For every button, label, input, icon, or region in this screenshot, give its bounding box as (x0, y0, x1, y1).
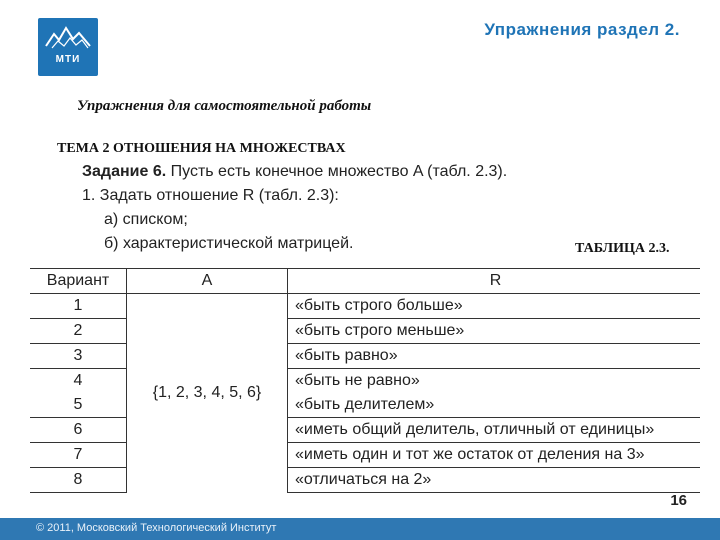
variant-cell: 5 (30, 393, 127, 418)
mountains-icon (44, 24, 92, 50)
relation-cell: «быть делителем» (288, 393, 701, 418)
task-statement (82, 163, 507, 181)
task-item-b: б) характеристической матрицей. (104, 235, 354, 252)
variants-table (30, 268, 700, 493)
logo (38, 18, 98, 76)
footer-copyright: © 2011, Московский Технологический Институт (36, 522, 277, 534)
subtitle: Упражнения для самостоятельной работы (77, 98, 372, 114)
footer-bar (0, 518, 720, 540)
task-label: Задание 6. (82, 163, 167, 180)
relation-cell: «иметь общий делитель, отличный от единицы» (288, 418, 701, 443)
task-item-a: а) списком; (104, 211, 188, 228)
variant-cell: 2 (30, 319, 127, 344)
slide-title: Упражнения раздел 2. (484, 20, 680, 39)
header-a: A (127, 269, 288, 294)
set-a-cell: {1, 2, 3, 4, 5, 6} (127, 294, 288, 493)
variant-cell: 3 (30, 344, 127, 369)
theme-heading: ТЕМА 2 ОТНОШЕНИЯ НА МНОЖЕСТВАХ (57, 141, 346, 156)
logo-text: МТИ (55, 54, 81, 65)
header-r: R (288, 269, 701, 294)
variant-cell: 6 (30, 418, 127, 443)
task-item-1: 1. Задать отношение R (табл. 2.3): (82, 187, 339, 204)
relation-cell: «быть равно» (288, 344, 701, 369)
variant-cell: 7 (30, 443, 127, 468)
relation-cell: «быть не равно» (295, 372, 420, 389)
variant-cell: 8 (30, 468, 127, 493)
task-text: Пусть есть конечное множество A (табл. 2.3). (170, 163, 508, 180)
table-header-row (30, 269, 700, 294)
header-variant: Вариант (30, 269, 127, 294)
relation-cell: «быть строго меньше» (288, 319, 701, 344)
relation-cell: «отличаться на 2» (288, 468, 701, 493)
page-number: 16 (670, 492, 687, 509)
relation-cell: «иметь один и тот же остаток от деления на 3» (288, 443, 701, 468)
variant-cell: 1 (30, 294, 127, 319)
relation-cell: «быть строго больше» (288, 294, 701, 319)
variant-cell: 4 (73, 372, 83, 389)
table-row (30, 294, 700, 319)
table-caption: ТАБЛИЦА 2.3. (575, 241, 670, 256)
